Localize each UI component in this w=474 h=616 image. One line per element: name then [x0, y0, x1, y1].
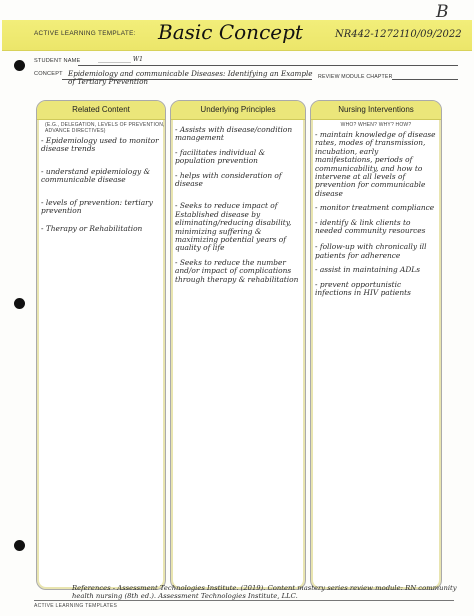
list-item: - assist in maintaining ADLs	[315, 265, 420, 275]
punch-hole-top	[14, 60, 25, 71]
list-item: - facilitates individual & population prevention	[175, 147, 266, 166]
list-item: - helps with consideration of disease	[175, 170, 282, 189]
panel-related-content	[36, 100, 166, 590]
list-item: - maintain knowledge of disease rates, modes of transmission, incubation, early manifestations, periods of communicability, and how to intervene at all levels of prevention for communicable disease	[315, 130, 436, 198]
review-module-label: REVIEW MODULE CHAPTER	[318, 74, 393, 80]
concept-label: CONCEPT	[34, 71, 63, 77]
panel-nursing-interventions	[310, 100, 442, 590]
panel-subheading: (E.G., DELEGATION, LEVELS OF PREVENTION, ADVANCE DIRECTIVES)	[45, 122, 165, 134]
template-label: ACTIVE LEARNING TEMPLATE:	[34, 30, 136, 37]
list-item: - Epidemiology used to monitor disease trends	[41, 136, 159, 154]
corner-mark: B	[436, 2, 449, 22]
panel-underlying-principles	[170, 100, 306, 590]
panel-subheading: WHO? WHEN? WHY? HOW?	[340, 122, 412, 128]
student-name-line	[78, 65, 458, 66]
references-text: References - Assessment Technologies Institute. (2019). Content mastery series review module: RN community health nursing (8th ed.). Assessment Technologies Institute, LLC.	[72, 584, 457, 600]
list-item: - Seeks to reduce the number and/or impact of complications through therapy & rehabilitation	[175, 257, 299, 284]
list-item: - follow-up with chronically ill patients for adherence	[315, 242, 427, 260]
student-name-value[interactable]: ___________ W1	[98, 56, 143, 63]
list-item: - understand epidemiology & communicable disease	[41, 166, 151, 185]
list-item: - Assists with disease/condition management	[175, 125, 293, 143]
panel-heading: Nursing Interventions	[311, 101, 441, 120]
student-name-label: STUDENT NAME	[34, 58, 81, 64]
panel-heading: Underlying Principles	[171, 101, 305, 120]
review-module-line	[392, 79, 458, 80]
course-code: NR442-12721	[335, 29, 406, 40]
list-item: - prevent opportunistic infections in HIV patients	[315, 279, 411, 298]
list-item: - monitor treatment compliance	[315, 203, 435, 213]
template-title: Basic Concept	[158, 20, 303, 44]
footer-divider	[34, 600, 454, 601]
punch-hole-middle	[14, 298, 25, 309]
footer-template-label: ACTIVE LEARNING TEMPLATES	[34, 603, 118, 609]
date: 10/09/2022	[404, 29, 462, 40]
concept-value[interactable]: Epidemiology and communicable Diseases: Identifying an Example of Tertiary Prevention	[68, 69, 313, 86]
list-item: - Seeks to reduce impact of Established disease by eliminating/reducing disability, minimizing suffering & maximizing potential years of quality of life	[175, 201, 292, 253]
panel-heading: Related Content	[37, 101, 165, 120]
list-item: - identify & link clients to needed community resources	[315, 217, 426, 236]
punch-hole-bottom	[14, 540, 25, 551]
list-item: - Therapy or Rehabilitation	[41, 224, 143, 234]
list-item: - levels of prevention: tertiary prevention	[41, 197, 153, 216]
